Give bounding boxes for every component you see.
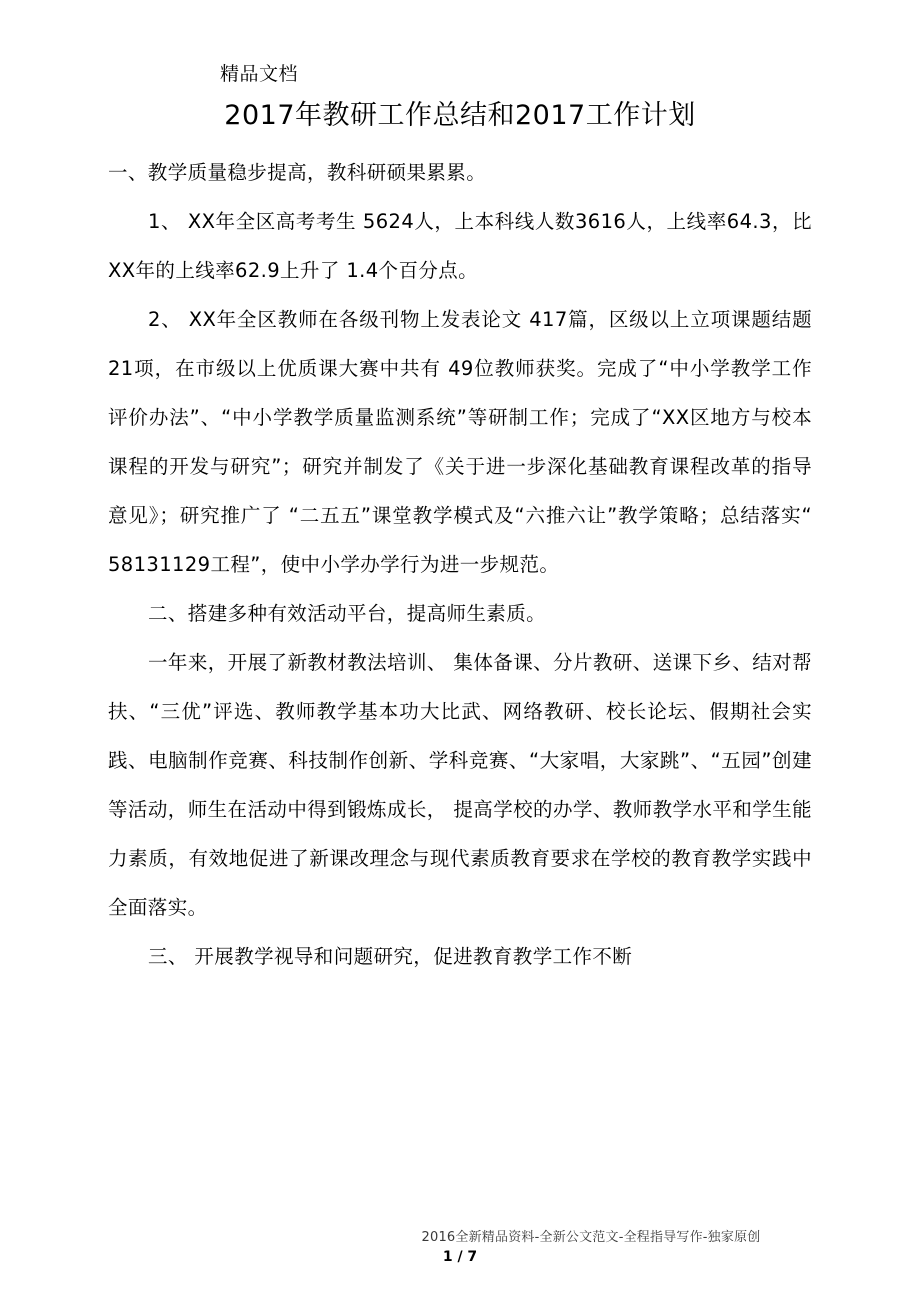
paragraph-item-2: 2、 XX年全区教师在各级刊物上发表论文 417篇，区级以上立项课题结题 21项，在市级以上优质课大赛中共有 49位教师获奖。完成了“中小学教学工作评价办法”、“中小学教学质量监测系统”等研制工作；完成了“XX区地方与校本课程的开发与研究”；研究并制发了《关于进一步深化基础教育课程改革的指导意见》；研究推广了 “二五五”课堂教学模式及“六推六让”教学策略；总结落实“ 58131129工程”，使中小学办学行为进一步规范。 [108, 308, 812, 576]
paragraph-section-two-heading: 二、搭建多种有效活动平台，提高师生素质。 [148, 602, 547, 625]
footer-page-number: 1 / 7 [442, 1249, 478, 1265]
paragraph-item-1: 1、 XX年全区高考考生 5624人，上本科线人数3616人，上线率64.3，比XX年的上线率62.9上升了 1.4个百分点。 [108, 210, 812, 282]
paragraph-section-three-heading: 三、 开展教学视导和问题研究，促进教育教学工作不断 [148, 945, 633, 968]
page-footer [0, 1226, 920, 1265]
paragraph-section-one-heading: 一、教学质量稳步提高，教科研硕果累累。 [108, 161, 487, 184]
header-note: 精品文档 [220, 63, 299, 85]
paragraph-section-two-body: 一年来，开展了新教材教法培训、 集体备课、分片教研、送课下乡、结对帮扶、“三优”评选、教师教学基本功大比武、网络教研、校长论坛、假期社会实践、电脑制作竞赛、科技制作创新、学科竞赛、“大家唱，大家跳”、“五园”创建等活动，师生在活动中得到锻炼成长， 提高学校的办学、教师教学水平和学生能力素质，有效地促进了新课改理念与现代素质教育要求在学校的教育教学实践中全面落实。 [108, 651, 812, 919]
footer-note: 2016全新精品资料-全新公文范文-全程指导写作-独家原创 [421, 1230, 761, 1245]
document-body [108, 60, 812, 981]
page-title: 2017年教研工作总结和2017工作计划 [224, 100, 696, 131]
